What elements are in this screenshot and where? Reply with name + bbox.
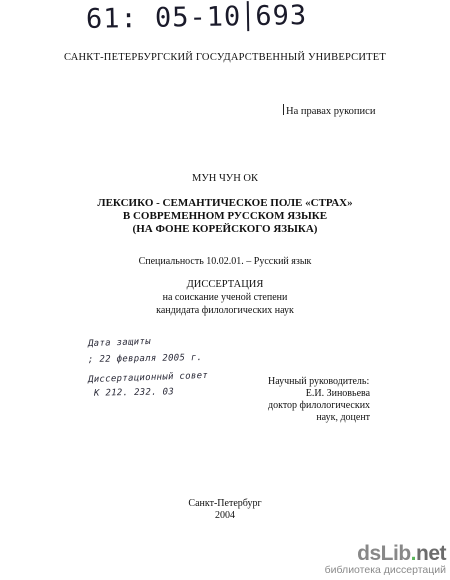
scientific-advisor bbox=[268, 376, 370, 424]
degree-line-2: кандидата филологических наук bbox=[156, 305, 294, 316]
dissertation-title bbox=[0, 197, 450, 236]
logo-dot: . bbox=[410, 542, 416, 565]
advisor-label: Научный руководитель: bbox=[268, 376, 370, 387]
advisor-title-line-1: доктор филологических bbox=[268, 400, 371, 411]
catalog-divider bbox=[247, 1, 250, 31]
handwritten-defense-date: ; 22 февраля 2005 г. bbox=[87, 353, 203, 365]
city: Санкт-Петербург bbox=[188, 498, 262, 509]
rights-note-text: На правах рукописи bbox=[286, 106, 376, 117]
university-name: САНКТ-ПЕТЕРБУРГСКИЙ ГОСУДАРСТВЕННЫЙ УНИВЕРСИТЕТ bbox=[64, 52, 386, 63]
rights-note bbox=[283, 104, 375, 117]
logo-part-net: net bbox=[416, 542, 446, 565]
title-line-2: В СОВРЕМЕННОМ РУССКОМ ЯЗЫКЕ bbox=[122, 210, 328, 222]
dslib-logo bbox=[357, 542, 446, 566]
logo-part-ds: dsLib bbox=[357, 542, 411, 565]
dslib-watermark bbox=[256, 542, 446, 576]
catalog-number-left: 61: 05-10 bbox=[85, 1, 242, 35]
handwritten-defense-label: Дата защиты bbox=[87, 336, 152, 350]
degree-line-1: на соискание ученой степени bbox=[162, 292, 288, 303]
advisor-name: Е.И. Зиновьева bbox=[305, 388, 371, 399]
document-type: ДИССЕРТАЦИЯ bbox=[186, 279, 264, 290]
watermark-subtitle: библиотека диссертаций bbox=[324, 564, 446, 576]
handwritten-council-code: К 212. 232. 03 bbox=[93, 387, 175, 399]
handwritten-council-label: Диссертационный совет bbox=[87, 370, 209, 386]
advisor-title-line-2: наук, доцент bbox=[316, 412, 371, 423]
author-name: МУН ЧУН ОК bbox=[191, 173, 259, 184]
handwritten-catalog-number bbox=[86, 0, 308, 35]
rights-margin-mark bbox=[283, 104, 284, 115]
title-line-3: (НА ФОНЕ КОРЕЙСКОГО ЯЗЫКА) bbox=[132, 223, 318, 235]
catalog-number-right: 693 bbox=[255, 0, 308, 32]
year: 2004 bbox=[215, 510, 235, 521]
specialty: Специальность 10.02.01. – Русский язык bbox=[138, 256, 312, 267]
title-line-1: ЛЕКСИКО - СЕМАНТИЧЕСКОЕ ПОЛЕ «СТРАХ» bbox=[97, 197, 353, 209]
